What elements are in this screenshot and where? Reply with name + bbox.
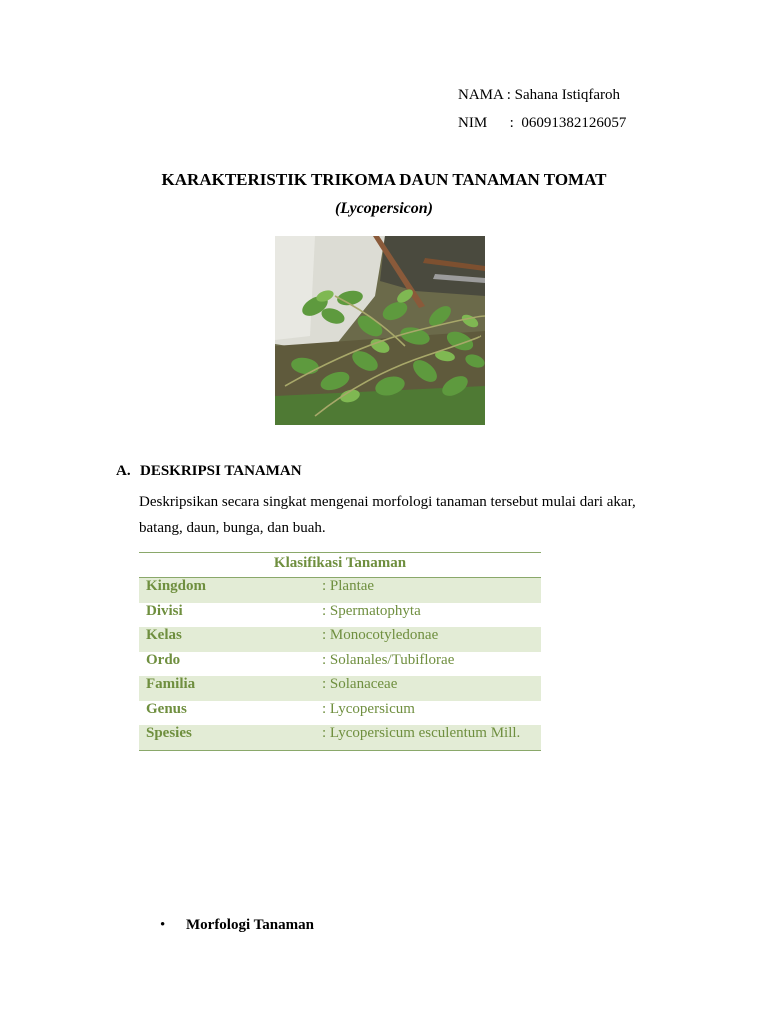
table-header: Klasifikasi Tanaman [139, 553, 541, 578]
table-row [139, 701, 541, 726]
row-value: : Plantae [322, 578, 375, 594]
classification-table [139, 552, 541, 751]
row-value: : Monocotyledonae [322, 627, 439, 643]
row-key: Genus [146, 700, 187, 717]
table-row [139, 627, 541, 652]
row-value: : Lycopersicum esculentum Mill. [322, 725, 521, 741]
document-subtitle: (Lycopersicon) [334, 200, 434, 217]
bullet-label: Morfologi Tanaman [186, 917, 314, 933]
section-a-heading [116, 463, 302, 480]
row-key: Kingdom [146, 578, 207, 594]
row-value: : Spermatophyta [322, 602, 421, 619]
table-row [139, 578, 541, 603]
student-nim: NIM : 06091382126057 [458, 115, 627, 131]
table-row [139, 603, 541, 628]
row-key: Familia [146, 676, 196, 692]
table-row [139, 676, 541, 701]
student-name: NAMA : Sahana Istiqfaroh [458, 87, 621, 103]
row-key: Divisi [146, 602, 183, 619]
table-row [139, 725, 541, 750]
section-a-number: A. [116, 463, 131, 479]
section-a-paragraph [139, 489, 679, 541]
bullet-morfologi [160, 917, 314, 934]
row-value: : Lycopersicum [322, 700, 415, 717]
plant-photo [275, 236, 485, 425]
document-title: KARAKTERISTIK TRIKOMA DAUN TANAMAN TOMAT [161, 170, 607, 189]
paragraph-line-1: Deskripsikan secara singkat mengenai morfologi tanaman tersebut mulai dari akar, [139, 494, 636, 510]
row-value: : Solanales/Tubiflorae [322, 651, 455, 668]
paragraph-line-2: batang, daun, bunga, dan buah. [139, 520, 326, 536]
row-key: Kelas [146, 627, 182, 643]
row-key: Spesies [146, 725, 192, 741]
bullet-dot-icon: • [160, 917, 166, 933]
section-a-title: DESKRIPSI TANAMAN [140, 463, 302, 479]
row-value: : Solanaceae [322, 676, 398, 692]
table-row [139, 652, 541, 677]
row-key: Ordo [146, 651, 181, 668]
